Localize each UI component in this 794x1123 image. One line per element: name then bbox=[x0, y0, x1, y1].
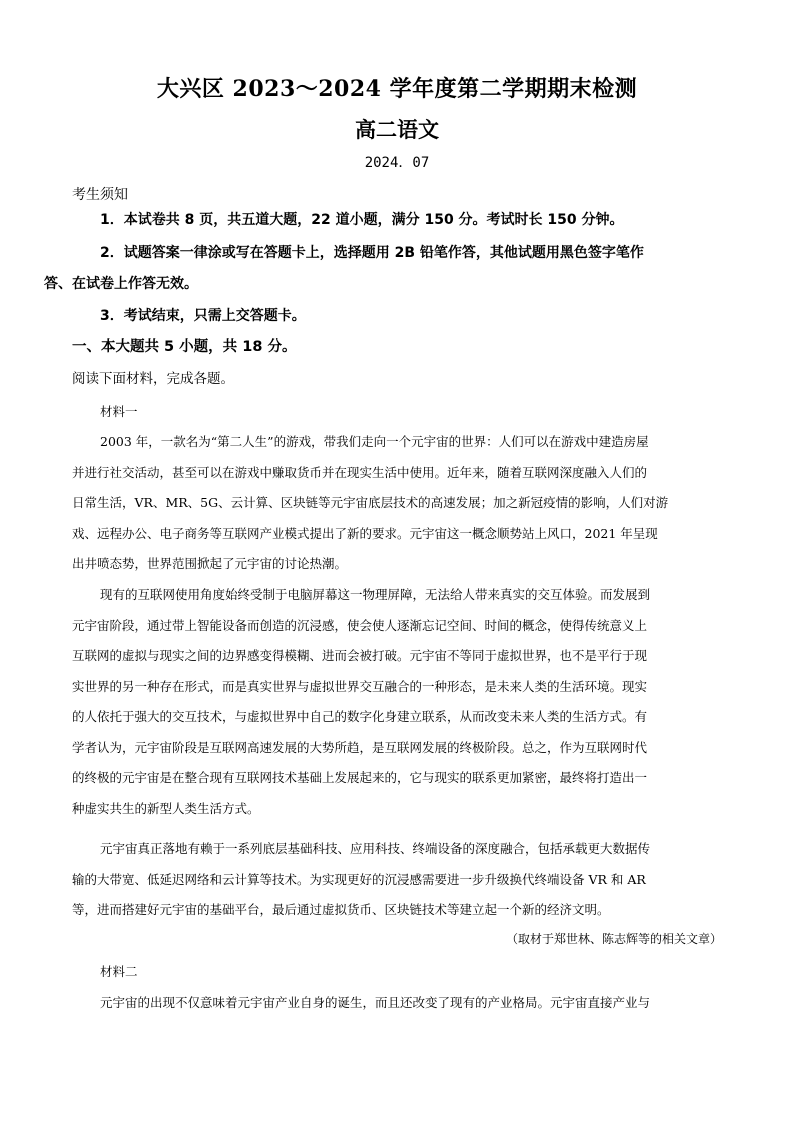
notice-item-2-line: 2．试题答案一律涂或写在答题卡上，选择题用 2B 铅笔作答，其他试题用黑色签字笔作 bbox=[100, 245, 644, 261]
notice-item-1: 1．本试卷共 8 页，共五道大题，22 道小题，满分 150 分。考试时长 150 分钟。 bbox=[100, 212, 624, 228]
material-1-label: 材料一 bbox=[100, 404, 138, 419]
paragraph-line: 日常生活，VR、MR、5G、云计算、区块链等元宇宙底层技术的高速发展；加之新冠疫情的影响，人们对游 bbox=[72, 495, 669, 510]
paragraph-line: 并进行社交活动，甚至可以在游戏中赚取货币并在现实生活中使用。近年来，随着互联网深度融入人们的 bbox=[72, 464, 648, 480]
paragraph-line: 现有的互联网使用角度始终受制于电脑屏幕这一物理屏障，无法给人带来真实的交互体验。而发展到 bbox=[100, 587, 651, 602]
material-1-paragraph-2 bbox=[72, 580, 722, 824]
paragraph-line: 的人依托于强大的交互技术，与虚拟世界中自己的数字化身建立联系，从而改变未来人类的生活方式。有 bbox=[72, 709, 648, 724]
paragraph-line: 2003 年，一款名为“第二人生”的游戏，带我们走向一个元宇宙的世界：人们可以在游戏中建造房屋 bbox=[100, 434, 649, 449]
material-1-paragraph-1 bbox=[72, 427, 722, 580]
paragraph-line: 元宇宙阶段，通过带上智能设备而创造的沉浸感，使会使人逐渐忘记空间、时间的概念，使得传统意义上 bbox=[72, 617, 648, 633]
material-2-paragraph-1 bbox=[72, 988, 722, 1019]
paragraph-line: 输的大带宽、低延迟网络和云计算等技术。为实现更好的沉浸感需要进一步升级换代终端设备 VR 和 AR bbox=[72, 871, 646, 887]
exam-subject: 高二语文 bbox=[355, 117, 439, 142]
paragraph-line: 学者认为，元宇宙阶段是互联网高速发展的大势所趋，是互联网发展的终极阶段。总之，作为互联网时代 bbox=[72, 739, 648, 755]
paragraph-line: 种虚实共生的新型人类生活方式。 bbox=[72, 800, 260, 816]
material-1-paragraph-3 bbox=[72, 834, 722, 926]
paragraph-line: 出井喷态势，世界范围掀起了元宇宙的讨论热潮。 bbox=[72, 556, 348, 571]
paragraph-line: 元宇宙真正落地有赖于一系列底层基础科技、应用科技、终端设备的深度融合，包括承载更大数据传 bbox=[100, 841, 651, 856]
section-heading: 一、本大题共 5 小题，共 18 分。 bbox=[72, 339, 297, 355]
material-1-source: （取材于郑世林、陈志辉等的相关文章） bbox=[505, 932, 722, 946]
paragraph-line: 的终极的元宇宙是在整合现有互联网技术基础上发展起来的，它与现实的联系更加紧密，最终将打造出一 bbox=[72, 770, 648, 785]
notice-item-2-line: 答、在试卷上作答无效。 bbox=[44, 276, 198, 292]
exam-title: 大兴区 2023～2024 学年度第二学期期末检测 bbox=[156, 76, 638, 102]
paragraph-line: 元宇宙的出现不仅意味着元宇宙产业自身的诞生，而且还改变了现有的产业格局。元宇宙直接产业与 bbox=[100, 995, 651, 1010]
notice-item-3: 3．考试结束，只需上交答题卡。 bbox=[100, 308, 306, 324]
paragraph-line: 互联网的虚拟与现实之间的边界感变得模糊、进而会被打破。元宇宙不等同于虚拟世界，也不是平行于现 bbox=[72, 648, 648, 663]
paragraph-line: 戏、远程办公、电子商务等互联网产业模式提出了新的要求。元宇宙这一概念顺势站上风口，2021 年呈现 bbox=[72, 525, 658, 541]
paragraph-line: 等，进而搭建好元宇宙的基础平台，最后通过虚拟货币、区块链技术等建立起一个新的经济文明。 bbox=[72, 902, 610, 917]
exam-date: 2024．07 bbox=[364, 155, 430, 171]
section-instruction: 阅读下面材料，完成各题。 bbox=[72, 371, 234, 387]
notice-item-2 bbox=[44, 238, 722, 300]
paragraph-line: 实世界的另一种存在形式，而是真实世界与虚拟世界交互融合的一种形态，是未来人类的生活环境。现实 bbox=[72, 678, 648, 694]
material-2-label: 材料二 bbox=[100, 964, 138, 979]
notice-heading: 考生须知 bbox=[72, 187, 128, 203]
